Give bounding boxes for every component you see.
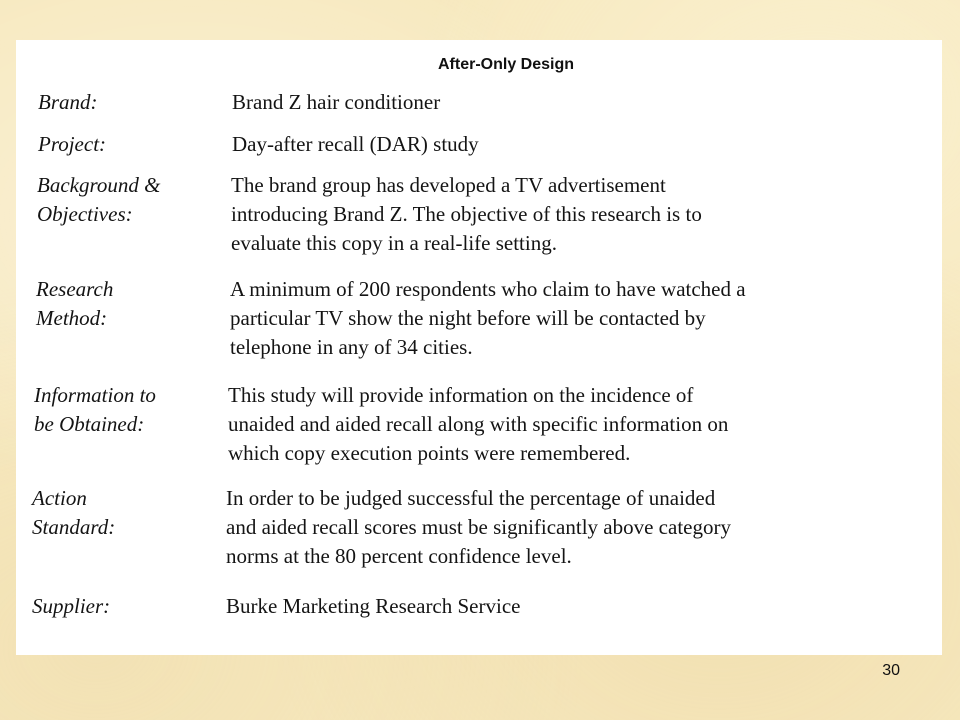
field-label: Brand: bbox=[38, 90, 98, 114]
field-label: Project: bbox=[38, 132, 107, 156]
document-title: After-Only Design bbox=[437, 56, 574, 73]
field-label: Action Standard: bbox=[32, 486, 116, 539]
document-sheet bbox=[16, 40, 942, 655]
field-label: Information to be Obtained: bbox=[34, 383, 156, 436]
field-value: Day-after recall (DAR) study bbox=[232, 132, 479, 156]
field-value: The brand group has developed a TV advertisement introducing Brand Z. The objective of this research is to evaluate this copy in a real-life setting. bbox=[231, 173, 702, 255]
field-label: Research Method: bbox=[36, 277, 114, 330]
field-value: Burke Marketing Research Service bbox=[226, 594, 521, 618]
field-label: Background & Objectives: bbox=[37, 173, 161, 226]
field-value: A minimum of 200 respondents who claim to have watched a particular TV show the night before will be contacted by telephone in any of 34 cities. bbox=[230, 277, 746, 359]
field-value: In order to be judged successful the percentage of unaided and aided recall scores must be significantly above category norms at the 80 percent confidence level. bbox=[226, 486, 731, 568]
field-label: Supplier: bbox=[32, 594, 111, 618]
field-value: Brand Z hair conditioner bbox=[232, 90, 441, 114]
field-value: This study will provide information on the incidence of unaided and aided recall along with specific information on which copy execution points were remembered. bbox=[228, 383, 729, 465]
slide-page-number: 30 bbox=[882, 662, 900, 679]
